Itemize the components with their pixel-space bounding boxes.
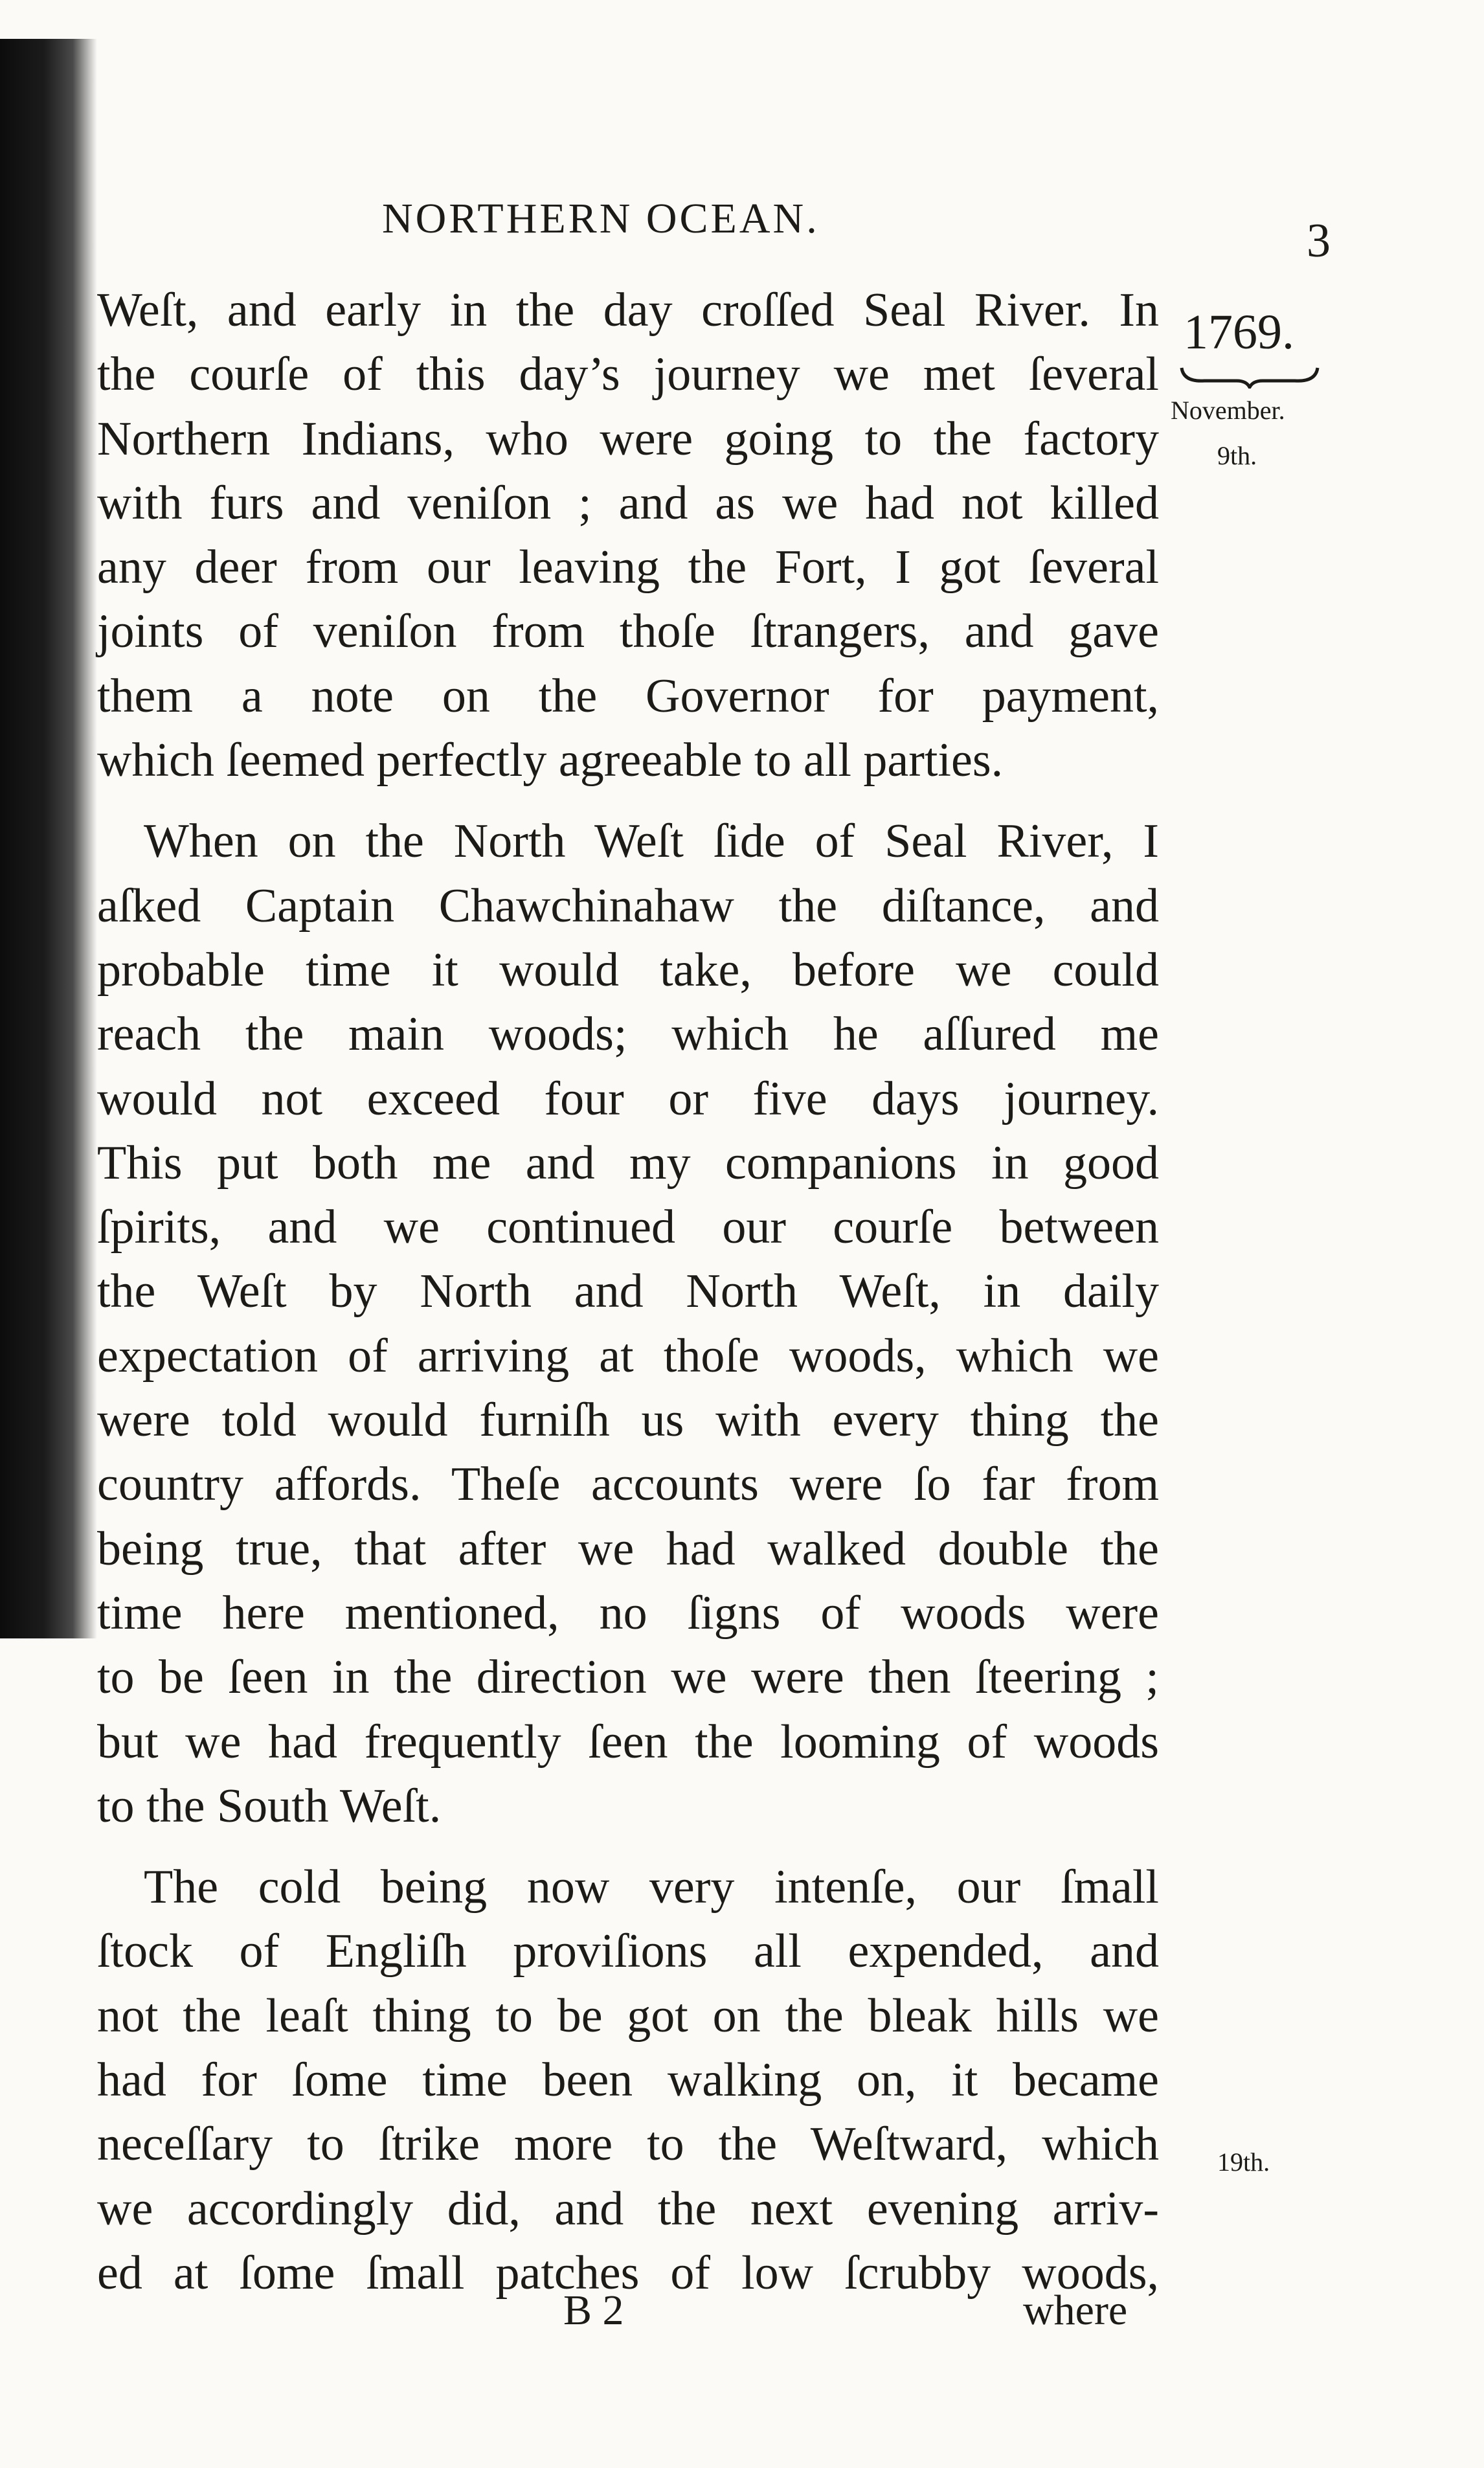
body-text xyxy=(97,278,1159,2305)
paragraph-1 xyxy=(97,278,1159,793)
text-line: which ſeemed perfectly agreeable to all parties. xyxy=(97,734,1004,787)
margin-note-day-second: 19th. xyxy=(1217,2147,1270,2177)
text-line: the Weſt by North and North Weſt, in daily xyxy=(97,1265,1159,1319)
text-line: The cold being now very intenſe, our ſmall xyxy=(144,1861,1159,1914)
text-line: neceſſary to ſtrike more to the Weſtward, which xyxy=(97,2118,1159,2171)
text-line: When on the North Weſt ſide of Seal River, I xyxy=(144,815,1159,868)
margin-note-year: 1769. xyxy=(1184,305,1294,359)
text-line: any deer from our leaving the Fort, I got ſeveral xyxy=(97,541,1159,594)
text-line: we accordingly did, and the next evening arriv- xyxy=(97,2182,1159,2236)
text-line: Weſt, and early in the day croſſed Seal River. In xyxy=(97,284,1159,337)
text-line: ed at ſome ſmall patches of low ſcrubby woods, xyxy=(97,2246,1159,2300)
paragraph-2 xyxy=(97,809,1159,1839)
margin-note-month: November. xyxy=(1171,396,1285,425)
text-line: with furs and veniſon ; and as we had not killed xyxy=(97,476,1159,530)
text-line: ſpirits, and we continued our courſe between xyxy=(97,1201,1159,1254)
catchword: where xyxy=(1023,2287,1128,2334)
text-line: had for ſome time been walking on, it became xyxy=(97,2054,1159,2107)
binding-edge-shadow xyxy=(0,39,97,1638)
text-line: not the leaſt thing to be got on the bleak hills we xyxy=(97,1989,1159,2043)
text-line: to the South Weſt. xyxy=(97,1779,442,1833)
paragraph-gap xyxy=(97,793,1159,809)
text-line: probable time it would take, before we could xyxy=(97,943,1159,997)
text-line: Northern Indians, who were going to the factory xyxy=(97,412,1159,466)
text-line: ſtock of Engliſh proviſions all expended, and xyxy=(97,1925,1159,1978)
text-line: joints of veniſon from thoſe ſtrangers, and gave xyxy=(97,605,1159,659)
text-line: being true, that after we had walked double the xyxy=(97,1522,1159,1576)
page-number: 3 xyxy=(1307,214,1331,267)
text-line: were told would furniſh us with every thing the xyxy=(97,1394,1159,1447)
text-line: expectation of arriving at thoſe woods, which we xyxy=(97,1329,1159,1383)
text-line: but we had frequently ſeen the looming of woods xyxy=(97,1715,1159,1769)
text-line: country affords. Theſe accounts were ſo far from xyxy=(97,1458,1159,1511)
text-line: to be ſeen in the direction we were then ſteering ; xyxy=(97,1651,1159,1704)
paragraph-3 xyxy=(97,1855,1159,2305)
paragraph-gap xyxy=(97,1839,1159,1855)
signature-mark: B 2 xyxy=(563,2287,624,2334)
text-line: reach the main woods; which he aſſured me xyxy=(97,1008,1159,1061)
margin-note-day-first: 9th. xyxy=(1217,441,1257,470)
text-line: time here mentioned, no ſigns of woods were xyxy=(97,1586,1159,1640)
text-line: would not exceed four or five days journey. xyxy=(97,1072,1159,1126)
text-line: the courſe of this day’s journey we met ſeveral xyxy=(97,348,1159,402)
text-line: aſked Captain Chawchinahaw the diſtance, and xyxy=(97,879,1159,933)
margin-brace-icon xyxy=(1178,363,1321,389)
text-line: This put both me and my companions in good xyxy=(97,1136,1159,1190)
running-head: NORTHERN OCEAN. xyxy=(382,195,820,242)
text-line: them a note on the Governor for payment, xyxy=(97,669,1159,723)
